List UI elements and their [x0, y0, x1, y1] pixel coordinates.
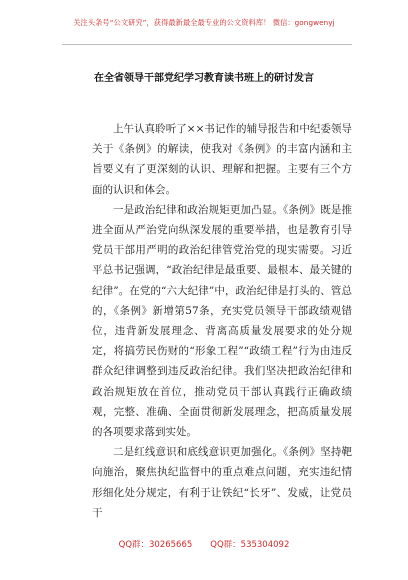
document-body: [92, 119, 352, 523]
paragraph-redline-awareness: 二是红线意识和底线意识更加强化。《条例》坚持靶向施治，聚焦执纪监督中的重点难点问题，充实违纪情形细化处分规定，有利于让铁纪“长牙”、发威，让党员干: [92, 446, 352, 519]
header-banner: 关注头条号“公文研究”，获得最新最全最专业的公文资料库！ 微信：gongwenyj: [73, 18, 335, 27]
qq-group-2: QQ群：535304092: [210, 540, 290, 550]
footer-contacts: [0, 538, 408, 550]
qq-group-1: QQ群：30265665: [118, 540, 193, 550]
header-divider: [62, 44, 352, 45]
document-title: 在全省领导干部党纪学习教育读书班上的研讨发言: [94, 73, 314, 84]
paragraph-intro: 上午认真聆听了××书记作的辅导报告和中纪委领导关于《条例》的解读，使我对《条例》的丰富内涵和主旨要义有了更深刻的认识、理解和把握。主要有三个方面的认识和体会。: [92, 123, 352, 196]
paragraph-political-discipline: 一是政治纪律和政治规矩更加凸显。《条例》既是推进全面从严治党向纵深发展的重要举措，也是教育引导党员干部用严明的政治纪律管党治党的现实需要。习近平总书记强调，“政治纪律是最重要、最根本、最关键的纪律”。在党的“六大纪律”中，政治纪律是打头的、管总的，《条例》新增第57条，充实党员领导干部政绩观错位，违背新发展理念、背离高质量发展要求的处分规定，将搞劳民伤财的“形象工程”“政绩工程”行为由违反群众纪律调整到违反政治纪律。我们坚决把政治纪律和政治规矩放在首位，推动党员干部认真践行正确政绩观，完整、准确、全面贯彻新发展理念，把高质量发展的各项要求落到实处。: [92, 203, 352, 439]
